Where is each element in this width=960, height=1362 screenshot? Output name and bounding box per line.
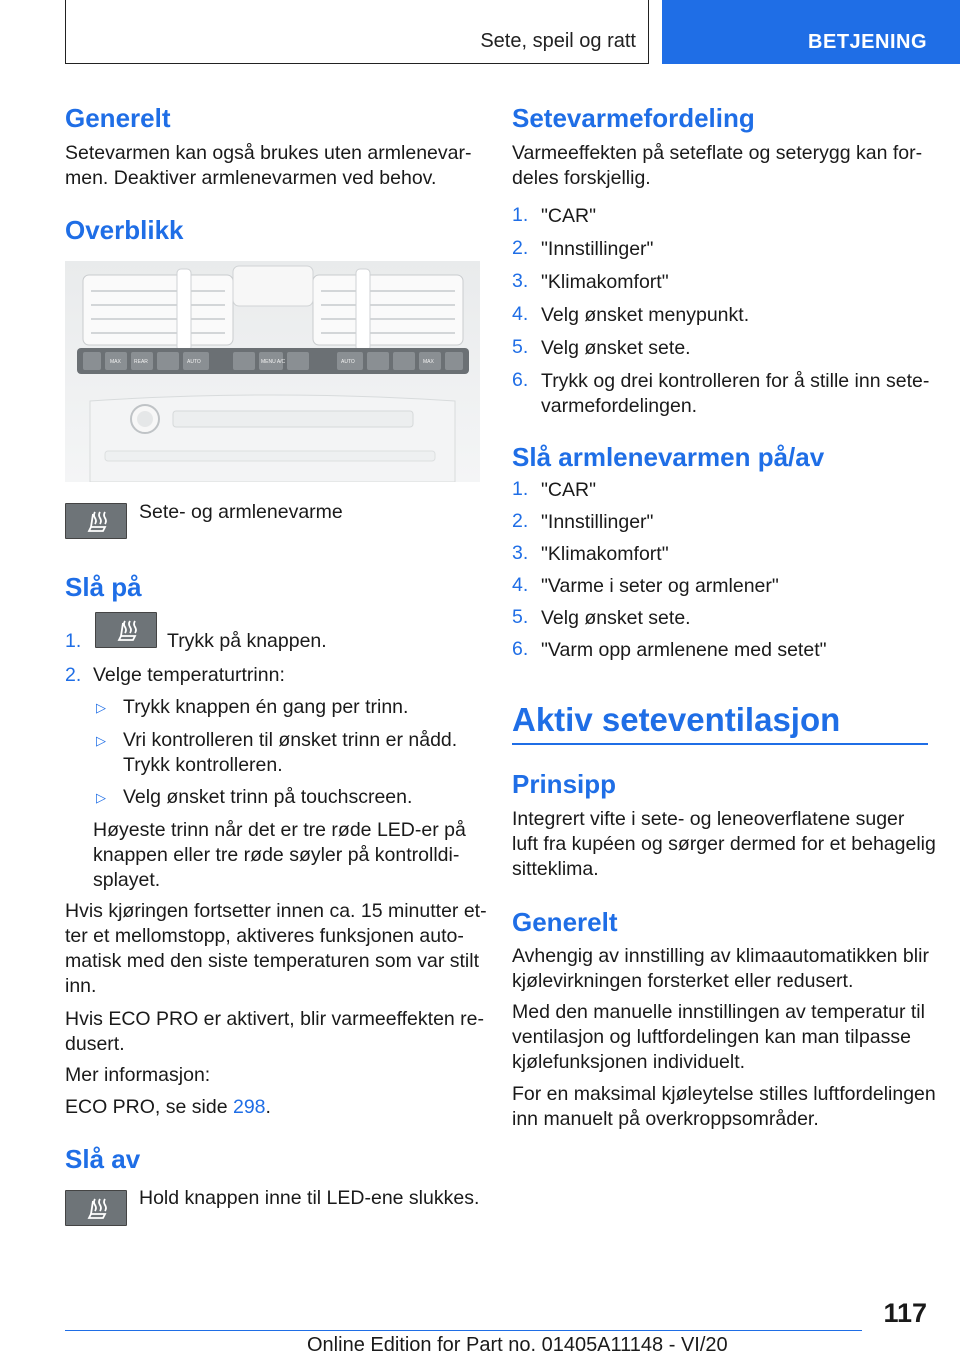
heading-overblikk: Overblikk [65, 215, 184, 245]
bullet-item: Velg ønsket trinn på touchscreen. [123, 786, 413, 808]
seat-heating-icon [65, 503, 127, 539]
footer-rule [65, 1330, 862, 1331]
seat-heating-icon [65, 1190, 127, 1226]
panel-button-auto: AUTO [187, 359, 201, 365]
page-number: 117 [883, 1298, 927, 1328]
para-fordeling: Varmeeffekten på seteflate og seterygg kan for- deles forskjellig. [512, 142, 923, 189]
para-eco-ref: ECO PRO, se side 298. [65, 1096, 271, 1118]
para-prinsipp: Integrert vifte i sete- og leneoverflatene suger luft fra kupéen og sørger dermed for et behagelig sitteklima. [512, 808, 936, 880]
panel-button-auto-2: AUTO [341, 359, 355, 365]
heading-generelt-2: Generelt [512, 907, 618, 937]
panel-button-menu: MENU A/C [261, 359, 286, 365]
heading-aktiv-seteventilasjon: Aktiv seteventilasjon [512, 701, 841, 738]
bullet-item: Trykk knappen én gang per trinn. [123, 696, 409, 718]
heading-sla-pa: Slå på [65, 572, 142, 602]
footer-edition: Online Edition for Part no. 01405A11148 - VI/20 [307, 1334, 728, 1356]
panel-button-max-2: MAX [423, 359, 434, 365]
step-number: 1. [65, 630, 82, 652]
section-title: Sete, speil og ratt [480, 30, 636, 52]
seat-heating-button-icon [95, 612, 157, 648]
para-hoyeste: Høyeste trinn når det er tre røde LED-er på knappen eller tre røde søyler på kontrolldi- splayet. [93, 819, 466, 891]
heading-underline [512, 743, 928, 745]
para-eco: Hvis ECO PRO er aktivert, blir varmeeffekten re- dusert. [65, 1008, 485, 1055]
heading-generelt: Generelt [65, 103, 171, 133]
para-sla-av: Hold knappen inne til LED-ene slukkes. [139, 1187, 480, 1209]
heading-prinsipp: Prinsipp [512, 769, 617, 799]
chapter-label: BETJENING [808, 31, 927, 53]
para-generelt-1: Avhengig av innstilling av klimaautomatikken blir kjølevirkningen forsterket eller redusert. [512, 945, 929, 992]
step-text: Velge temperaturtrinn: [93, 664, 285, 686]
para-generelt: Setevarmen kan også brukes uten armlenevar- men. Deaktiver armlenevarmen ved behov. [65, 142, 472, 189]
icon-caption: Sete- og armlenevarme [139, 501, 343, 523]
page-link[interactable]: 298 [232, 1096, 266, 1118]
step-text: Trykk på knappen. [167, 630, 327, 652]
para-mer-info: Mer informasjon: [65, 1064, 211, 1086]
climate-panel-illustration [65, 261, 480, 482]
panel-button-rear: REAR [134, 359, 148, 365]
bullet-triangle-icon: ▷ [96, 790, 106, 805]
panel-button-max: MAX [110, 359, 121, 365]
heading-setevarmefordeling: Setevarmefordeling [512, 103, 755, 133]
heading-armlene: Slå armlenevarmen på/av [512, 442, 825, 472]
chapter-tab[interactable] [662, 0, 960, 64]
heading-sla-av: Slå av [65, 1144, 141, 1174]
bullet-triangle-icon: ▷ [96, 733, 106, 748]
para-kjoring: Hvis kjøringen fortsetter innen ca. 15 minutter et- ter et mellomstopp, aktiveres funksjonen auto- matisk med den siste temperaturen som var stilt inn. [65, 900, 487, 997]
step-number: 2. [65, 664, 82, 686]
para-generelt-2: Med den manuelle innstillingen av temperatur til ventilasjon og luftfordelingen kan man tilpasse kjølefunksjonen individuelt. [512, 1001, 925, 1073]
bullet-triangle-icon: ▷ [96, 700, 106, 715]
para-generelt-3: For en maksimal kjøleytelse stilles luftfordelingen inn manuelt på overkroppsområder. [512, 1083, 936, 1130]
bullet-item: Vri kontrolleren til ønsket trinn er nådd. Trykk kontrolleren. [123, 729, 458, 776]
